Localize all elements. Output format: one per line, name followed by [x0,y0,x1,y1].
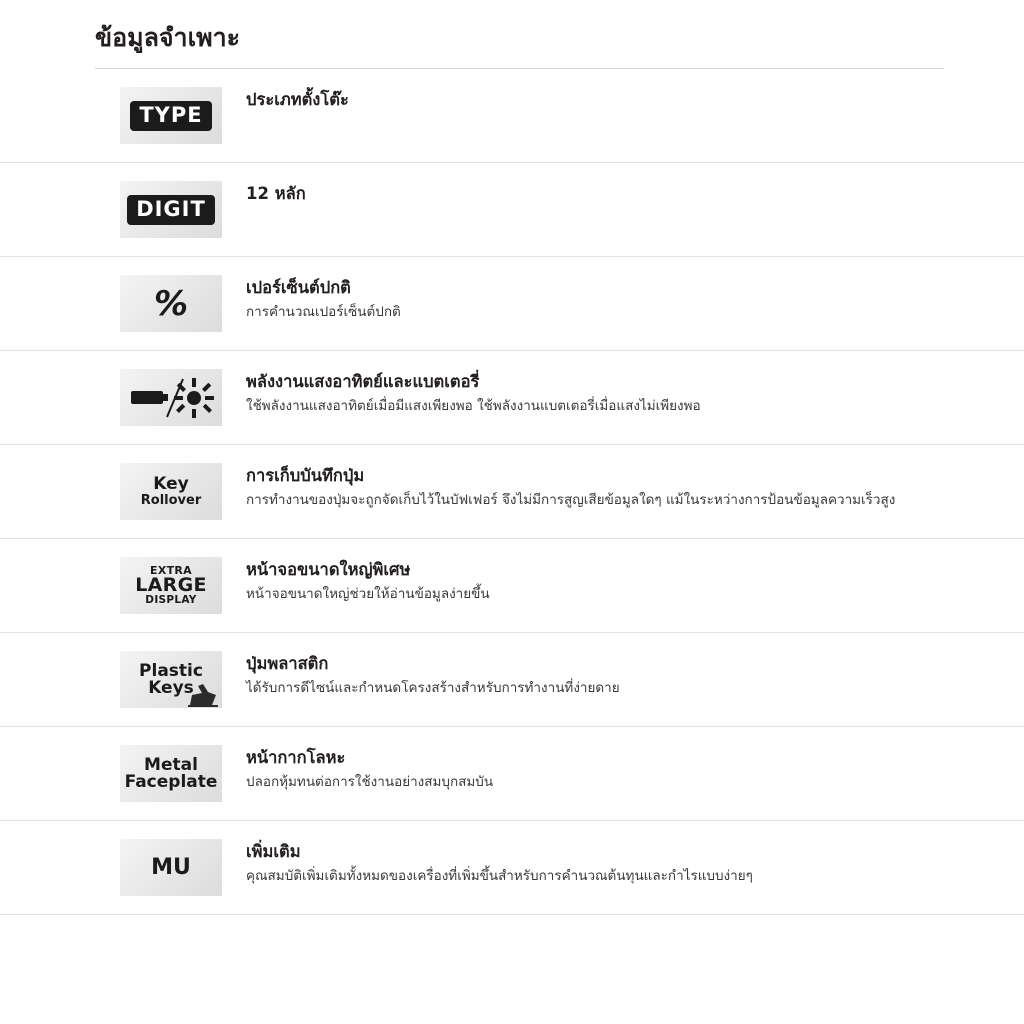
display-line2: LARGE [135,574,207,597]
extra-large-display-badge-icon [120,557,222,614]
list-item [0,69,1024,163]
spec-description: คุณสมบัติเพิ่มเติมทั้งหมดของเครื่องที่เพิ่มขึ้นสำหรับการคำนวณต้นทุนและกำไรแบบง่ายๆ [246,868,753,885]
key-rollover-line2: Rollover [140,493,202,508]
type-badge-label: TYPE [130,101,211,131]
hand-pointer-icon [186,681,220,707]
digit-badge-icon [120,181,222,238]
spec-text [222,745,944,793]
list-item [0,727,1024,821]
spec-description: ได้รับการดีไซน์และกำหนดโครงสร้างสำหรับการทำงานที่ง่ายดาย [246,680,620,697]
spec-text [222,463,944,511]
spec-text [222,87,944,111]
spec-text [222,181,944,205]
percent-badge-icon [120,275,222,332]
metal-faceplate-line1: Metal [144,754,198,775]
page-title: ข้อมูลจำเพาะ [95,23,241,52]
type-badge-icon [120,87,222,144]
list-item [0,257,1024,351]
list-item [0,445,1024,539]
spec-description: ปลอกหุ้มทนต่อการใช้งานอย่างสมบุกสมบัน [246,774,494,791]
spec-name: เพิ่มเติม [246,842,301,861]
list-item [0,633,1024,727]
display-line3: DISPLAY [145,594,197,607]
spec-text [222,275,944,323]
spec-text [222,651,944,699]
solar-battery-glyph [123,373,219,423]
mu-badge-label: MU [151,854,191,880]
spec-name: ประเภทตั้งโต๊ะ [246,90,349,109]
spec-name: ปุ่มพลาสติก [246,654,329,673]
spec-text [222,839,944,887]
specification-list [0,69,1024,915]
list-item [0,539,1024,633]
spec-name: หน้าจอขนาดใหญ่พิเศษ [246,560,411,579]
key-rollover-line1: Key [153,474,189,494]
spec-name: พลังงานแสงอาทิตย์และแบตเตอรี่ [246,372,480,391]
display-line1: EXTRA [150,564,192,578]
percent-glyph: % [153,283,189,324]
plastic-keys-badge-icon [120,651,222,708]
mu-badge-icon [120,839,222,896]
spec-name: การเก็บบันทึกปุ่ม [246,466,365,485]
digit-badge-label: DIGIT [127,195,215,225]
spec-name: หน้ากากโลหะ [246,748,346,767]
spec-name: 12 หลัก [246,184,306,203]
list-item [0,351,1024,445]
plastic-keys-line1: Plastic [139,660,203,681]
metal-faceplate-line2: Faceplate [124,771,218,792]
spec-name: เปอร์เซ็นต์ปกติ [246,278,351,297]
key-rollover-badge-icon [120,463,222,520]
spec-description: การคำนวณเปอร์เซ็นต์ปกติ [246,304,401,321]
list-item [0,163,1024,257]
list-item [0,821,1024,915]
spec-description: การทำงานของปุ่มจะถูกจัดเก็บไว้ในบัฟเฟอร์ จึงไม่มีการสูญเสียข้อมูลใดๆ แม้ในระหว่างการป้อนข้อมูลความเร็วสูง [246,492,896,509]
metal-faceplate-badge-icon [120,745,222,802]
spec-text [222,557,944,605]
spec-text [222,369,944,417]
solar-battery-badge-icon [120,369,222,426]
plastic-keys-line2: Keys [148,677,194,698]
spec-description: หน้าจอขนาดใหญ่ช่วยให้อ่านข้อมูลง่ายขึ้น [246,586,490,603]
spec-description: ใช้พลังงานแสงอาทิตย์เมื่อมีแสงเพียงพอ ใช้พลังงานแบตเตอรี่เมื่อแสงไม่เพียงพอ [246,398,701,415]
